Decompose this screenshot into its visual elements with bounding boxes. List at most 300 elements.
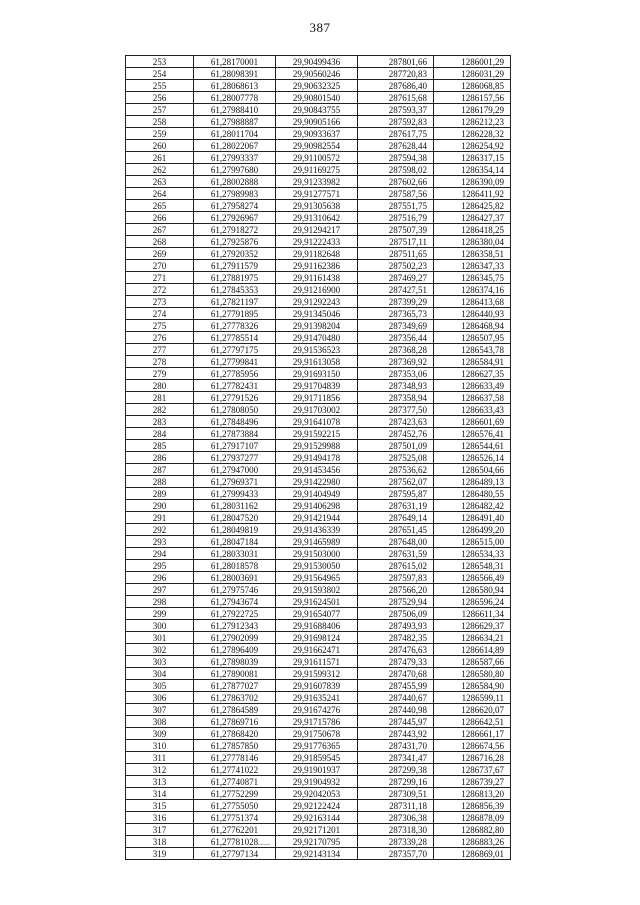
x-coordinate-cell: 287502,23 [358,260,434,272]
latitude-cell: 61,27752299 [194,788,276,800]
table-row [126,584,511,596]
x-coordinate-cell: 287615,68 [358,92,434,104]
y-coordinate-cell: 1286157,56 [434,92,511,104]
point-number-cell: 291 [126,512,194,524]
table-row [126,608,511,620]
table-row [126,308,511,320]
table-row [126,164,511,176]
y-coordinate-cell: 1286611,34 [434,608,511,620]
longitude-cell: 29,91704839 [276,380,358,392]
y-coordinate-cell: 1286599,11 [434,692,511,704]
latitude-cell: 61,27751374 [194,812,276,824]
table-row [126,560,511,572]
longitude-cell: 29,90632325 [276,80,358,92]
x-coordinate-cell: 287598,02 [358,164,434,176]
y-coordinate-cell: 1286001,29 [434,56,511,68]
x-coordinate-cell: 287562,07 [358,476,434,488]
latitude-cell: 61,27797175 [194,344,276,356]
latitude-cell: 61,27937277 [194,452,276,464]
y-coordinate-cell: 1286737,67 [434,764,511,776]
point-number-cell: 288 [126,476,194,488]
point-number-cell: 269 [126,248,194,260]
x-coordinate-cell: 287452,76 [358,428,434,440]
x-coordinate-cell: 287445,97 [358,716,434,728]
table-row [126,140,511,152]
longitude-cell: 29,91222433 [276,236,358,248]
table-row [126,152,511,164]
y-coordinate-cell: 1286068,85 [434,80,511,92]
point-number-cell: 319 [126,848,194,860]
point-number-cell: 310 [126,740,194,752]
y-coordinate-cell: 1286627,35 [434,368,511,380]
table-row [126,776,511,788]
point-number-cell: 254 [126,68,194,80]
latitude-cell: 61,27857850 [194,740,276,752]
point-number-cell: 276 [126,332,194,344]
y-coordinate-cell: 1286380,04 [434,236,511,248]
longitude-cell: 29,92143134 [276,848,358,860]
y-coordinate-cell: 1286856,39 [434,800,511,812]
longitude-cell: 29,91611571 [276,656,358,668]
longitude-cell: 29,91529988 [276,440,358,452]
y-coordinate-cell: 1286468,94 [434,320,511,332]
latitude-cell: 61,28002888 [194,176,276,188]
x-coordinate-cell: 287339,28 [358,836,434,848]
point-number-cell: 316 [126,812,194,824]
latitude-cell: 61,27848496 [194,416,276,428]
y-coordinate-cell: 1286596,24 [434,596,511,608]
latitude-cell: 61,27926967 [194,212,276,224]
latitude-cell: 61,27912343 [194,620,276,632]
table-row [126,824,511,836]
longitude-cell: 29,91703002 [276,404,358,416]
latitude-cell: 61,28047520 [194,512,276,524]
longitude-cell: 29,92163144 [276,812,358,824]
x-coordinate-cell: 287587,56 [358,188,434,200]
latitude-cell: 61,27791895 [194,308,276,320]
x-coordinate-cell: 287365,73 [358,308,434,320]
longitude-cell: 29,91599312 [276,668,358,680]
table-row [126,716,511,728]
point-number-cell: 261 [126,152,194,164]
y-coordinate-cell: 1286228,32 [434,128,511,140]
table-row [126,272,511,284]
point-number-cell: 302 [126,644,194,656]
latitude-cell: 61,28068613 [194,80,276,92]
table-row [126,116,511,128]
table-row [126,680,511,692]
y-coordinate-cell: 1286813,20 [434,788,511,800]
point-number-cell: 313 [126,776,194,788]
x-coordinate-cell: 287431,70 [358,740,434,752]
x-coordinate-cell: 287479,33 [358,656,434,668]
y-coordinate-cell: 1286642,51 [434,716,511,728]
y-coordinate-cell: 1286390,09 [434,176,511,188]
table-row [126,620,511,632]
point-number-cell: 290 [126,500,194,512]
x-coordinate-cell: 287651,45 [358,524,434,536]
y-coordinate-cell: 1286614,89 [434,644,511,656]
point-number-cell: 287 [126,464,194,476]
y-coordinate-cell: 1286543,78 [434,344,511,356]
latitude-cell: 61,28022067 [194,140,276,152]
x-coordinate-cell: 287318,30 [358,824,434,836]
footer-mark [258,844,270,845]
x-coordinate-cell: 287631,19 [358,500,434,512]
table-row [126,488,511,500]
latitude-cell: 61,27896409 [194,644,276,656]
point-number-cell: 315 [126,800,194,812]
y-coordinate-cell: 1286526,14 [434,452,511,464]
point-number-cell: 308 [126,716,194,728]
y-coordinate-cell: 1286418,25 [434,224,511,236]
x-coordinate-cell: 287649,14 [358,512,434,524]
latitude-cell: 61,27799841 [194,356,276,368]
latitude-cell: 61,28003691 [194,572,276,584]
longitude-cell: 29,91398204 [276,320,358,332]
x-coordinate-cell: 287593,37 [358,104,434,116]
longitude-cell: 29,91233982 [276,176,358,188]
point-number-cell: 281 [126,392,194,404]
latitude-cell: 61,27778326 [194,320,276,332]
table-row [126,200,511,212]
x-coordinate-cell: 287469,27 [358,272,434,284]
x-coordinate-cell: 287476,63 [358,644,434,656]
y-coordinate-cell: 1286576,41 [434,428,511,440]
table-row [126,92,511,104]
x-coordinate-cell: 287551,75 [358,200,434,212]
x-coordinate-cell: 287506,09 [358,608,434,620]
latitude-cell: 61,27845353 [194,284,276,296]
x-coordinate-cell: 287470,68 [358,668,434,680]
y-coordinate-cell: 1286425,82 [434,200,511,212]
table-row [126,332,511,344]
latitude-cell: 61,27920352 [194,248,276,260]
point-number-cell: 292 [126,524,194,536]
latitude-cell: 61,27943674 [194,596,276,608]
latitude-cell: 61,27762201 [194,824,276,836]
y-coordinate-cell: 1286515,00 [434,536,511,548]
table-row [126,692,511,704]
longitude-cell: 29,90801540 [276,92,358,104]
table-row [126,464,511,476]
latitude-cell: 61,28007778 [194,92,276,104]
table-row [126,68,511,80]
x-coordinate-cell: 287348,93 [358,380,434,392]
x-coordinate-cell: 287356,44 [358,332,434,344]
x-coordinate-cell: 287423,63 [358,416,434,428]
longitude-cell: 29,91715786 [276,716,358,728]
x-coordinate-cell: 287686,40 [358,80,434,92]
y-coordinate-cell: 1286480,55 [434,488,511,500]
latitude-cell: 61,27993337 [194,152,276,164]
y-coordinate-cell: 1286507,95 [434,332,511,344]
longitude-cell: 29,91161438 [276,272,358,284]
table-row [126,236,511,248]
latitude-cell: 61,28098391 [194,68,276,80]
longitude-cell: 29,91530050 [276,560,358,572]
y-coordinate-cell: 1286869,01 [434,848,511,860]
longitude-cell: 29,90560246 [276,68,358,80]
longitude-cell: 29,91901937 [276,764,358,776]
y-coordinate-cell: 1286584,91 [434,356,511,368]
table-row [126,368,511,380]
table-row [126,320,511,332]
y-coordinate-cell: 1286440,93 [434,308,511,320]
x-coordinate-cell: 287349,69 [358,320,434,332]
y-coordinate-cell: 1286374,16 [434,284,511,296]
table-row [126,752,511,764]
x-coordinate-cell: 287440,98 [358,704,434,716]
table-row [126,812,511,824]
longitude-cell: 29,91641078 [276,416,358,428]
y-coordinate-cell: 1286633,49 [434,380,511,392]
latitude-cell: 61,27902099 [194,632,276,644]
point-number-cell: 301 [126,632,194,644]
point-number-cell: 273 [126,296,194,308]
table-body [126,56,511,860]
point-number-cell: 297 [126,584,194,596]
coordinates-table-container [125,55,510,860]
latitude-cell: 61,27869716 [194,716,276,728]
longitude-cell: 29,91624501 [276,596,358,608]
latitude-cell: 61,27863702 [194,692,276,704]
y-coordinate-cell: 1286544,61 [434,440,511,452]
y-coordinate-cell: 1286504,66 [434,464,511,476]
point-number-cell: 284 [126,428,194,440]
point-number-cell: 263 [126,176,194,188]
latitude-cell: 61,27997680 [194,164,276,176]
table-row [126,392,511,404]
point-number-cell: 295 [126,560,194,572]
longitude-cell: 29,91292243 [276,296,358,308]
y-coordinate-cell: 1286634,21 [434,632,511,644]
latitude-cell: 61,27864589 [194,704,276,716]
x-coordinate-cell: 287595,87 [358,488,434,500]
y-coordinate-cell: 1286254,92 [434,140,511,152]
latitude-cell: 61,28011704 [194,128,276,140]
latitude-cell: 61,27791526 [194,392,276,404]
table-row [126,836,511,848]
x-coordinate-cell: 287455,99 [358,680,434,692]
longitude-cell: 29,90982554 [276,140,358,152]
table-row [126,644,511,656]
latitude-cell: 61,27781028 [194,836,276,848]
longitude-cell: 29,90933637 [276,128,358,140]
y-coordinate-cell: 1286580,80 [434,668,511,680]
longitude-cell: 29,92170795 [276,836,358,848]
longitude-cell: 29,92122424 [276,800,358,812]
table-row [126,248,511,260]
longitude-cell: 29,91654077 [276,608,358,620]
latitude-cell: 61,27740871 [194,776,276,788]
table-row [126,104,511,116]
longitude-cell: 29,91310642 [276,212,358,224]
longitude-cell: 29,91277571 [276,188,358,200]
y-coordinate-cell: 1286716,28 [434,752,511,764]
longitude-cell: 29,91635241 [276,692,358,704]
table-row [126,56,511,68]
point-number-cell: 272 [126,284,194,296]
x-coordinate-cell: 287615,02 [358,560,434,572]
longitude-cell: 29,91750678 [276,728,358,740]
y-coordinate-cell: 1286580,94 [434,584,511,596]
x-coordinate-cell: 287594,38 [358,152,434,164]
y-coordinate-cell: 1286878,09 [434,812,511,824]
longitude-cell: 29,91100572 [276,152,358,164]
x-coordinate-cell: 287801,66 [358,56,434,68]
longitude-cell: 29,90843755 [276,104,358,116]
latitude-cell: 61,27989983 [194,188,276,200]
x-coordinate-cell: 287358,94 [358,392,434,404]
table-row [126,788,511,800]
longitude-cell: 29,91607839 [276,680,358,692]
point-number-cell: 307 [126,704,194,716]
latitude-cell: 61,27881975 [194,272,276,284]
point-number-cell: 265 [126,200,194,212]
latitude-cell: 61,27917107 [194,440,276,452]
x-coordinate-cell: 287399,29 [358,296,434,308]
longitude-cell: 29,91592215 [276,428,358,440]
latitude-cell: 61,27975746 [194,584,276,596]
table-row [126,212,511,224]
y-coordinate-cell: 1286317,15 [434,152,511,164]
point-number-cell: 275 [126,320,194,332]
table-row [126,80,511,92]
point-number-cell: 266 [126,212,194,224]
x-coordinate-cell: 287516,79 [358,212,434,224]
table-row [126,548,511,560]
point-number-cell: 283 [126,416,194,428]
x-coordinate-cell: 287566,20 [358,584,434,596]
x-coordinate-cell: 287597,83 [358,572,434,584]
point-number-cell: 279 [126,368,194,380]
table-row [126,524,511,536]
table-row [126,764,511,776]
y-coordinate-cell: 1286179,29 [434,104,511,116]
latitude-cell: 61,27797134 [194,848,276,860]
x-coordinate-cell: 287517,11 [358,236,434,248]
table-row [126,284,511,296]
table-row [126,596,511,608]
x-coordinate-cell: 287493,93 [358,620,434,632]
x-coordinate-cell: 287617,75 [358,128,434,140]
point-number-cell: 277 [126,344,194,356]
point-number-cell: 262 [126,164,194,176]
longitude-cell: 29,90905166 [276,116,358,128]
point-number-cell: 303 [126,656,194,668]
y-coordinate-cell: 1286482,42 [434,500,511,512]
longitude-cell: 29,92171201 [276,824,358,836]
table-row [126,428,511,440]
point-number-cell: 267 [126,224,194,236]
longitude-cell: 29,91693150 [276,368,358,380]
point-number-cell: 289 [126,488,194,500]
y-coordinate-cell: 1286548,31 [434,560,511,572]
longitude-cell: 29,91494178 [276,452,358,464]
point-number-cell: 309 [126,728,194,740]
longitude-cell: 29,91465989 [276,536,358,548]
table-row [126,476,511,488]
longitude-cell: 29,91698124 [276,632,358,644]
table-row [126,740,511,752]
longitude-cell: 29,91688406 [276,620,358,632]
table-row [126,848,511,860]
longitude-cell: 29,91674276 [276,704,358,716]
y-coordinate-cell: 1286491,40 [434,512,511,524]
point-number-cell: 296 [126,572,194,584]
point-number-cell: 299 [126,608,194,620]
longitude-cell: 29,91404949 [276,488,358,500]
y-coordinate-cell: 1286031,29 [434,68,511,80]
y-coordinate-cell: 1286601,69 [434,416,511,428]
x-coordinate-cell: 287648,00 [358,536,434,548]
latitude-cell: 61,28047184 [194,536,276,548]
y-coordinate-cell: 1286566,49 [434,572,511,584]
y-coordinate-cell: 1286354,14 [434,164,511,176]
table-row [126,800,511,812]
point-number-cell: 300 [126,620,194,632]
x-coordinate-cell: 287482,35 [358,632,434,644]
point-number-cell: 268 [126,236,194,248]
latitude-cell: 61,27999433 [194,488,276,500]
x-coordinate-cell: 287501,09 [358,440,434,452]
latitude-cell: 61,28170001 [194,56,276,68]
x-coordinate-cell: 287511,65 [358,248,434,260]
x-coordinate-cell: 287357,70 [358,848,434,860]
x-coordinate-cell: 287306,38 [358,812,434,824]
x-coordinate-cell: 287427,51 [358,284,434,296]
latitude-cell: 61,27890081 [194,668,276,680]
table-row [126,536,511,548]
longitude-cell: 29,91422980 [276,476,358,488]
table-row [126,668,511,680]
latitude-cell: 61,27918272 [194,224,276,236]
longitude-cell: 29,91406298 [276,500,358,512]
x-coordinate-cell: 287353,06 [358,368,434,380]
longitude-cell: 29,91294217 [276,224,358,236]
x-coordinate-cell: 287341,47 [358,752,434,764]
table-row [126,296,511,308]
longitude-cell: 29,91536523 [276,344,358,356]
point-number-cell: 256 [126,92,194,104]
longitude-cell: 29,91593802 [276,584,358,596]
x-coordinate-cell: 287443,92 [358,728,434,740]
y-coordinate-cell: 1286587,66 [434,656,511,668]
longitude-cell: 29,91436339 [276,524,358,536]
y-coordinate-cell: 1286584,90 [434,680,511,692]
point-number-cell: 258 [126,116,194,128]
latitude-cell: 61,27922725 [194,608,276,620]
point-number-cell: 257 [126,104,194,116]
x-coordinate-cell: 287525,08 [358,452,434,464]
latitude-cell: 61,27785956 [194,368,276,380]
x-coordinate-cell: 287720,83 [358,68,434,80]
latitude-cell: 61,27988410 [194,104,276,116]
latitude-cell: 61,27969371 [194,476,276,488]
latitude-cell: 61,27873884 [194,428,276,440]
point-number-cell: 318 [126,836,194,848]
y-coordinate-cell: 1286413,68 [434,296,511,308]
longitude-cell: 29,91503000 [276,548,358,560]
point-number-cell: 314 [126,788,194,800]
y-coordinate-cell: 1286347,33 [434,260,511,272]
longitude-cell: 29,91169275 [276,164,358,176]
table-row [126,416,511,428]
latitude-cell: 61,27877027 [194,680,276,692]
x-coordinate-cell: 287592,83 [358,116,434,128]
longitude-cell: 29,91564965 [276,572,358,584]
